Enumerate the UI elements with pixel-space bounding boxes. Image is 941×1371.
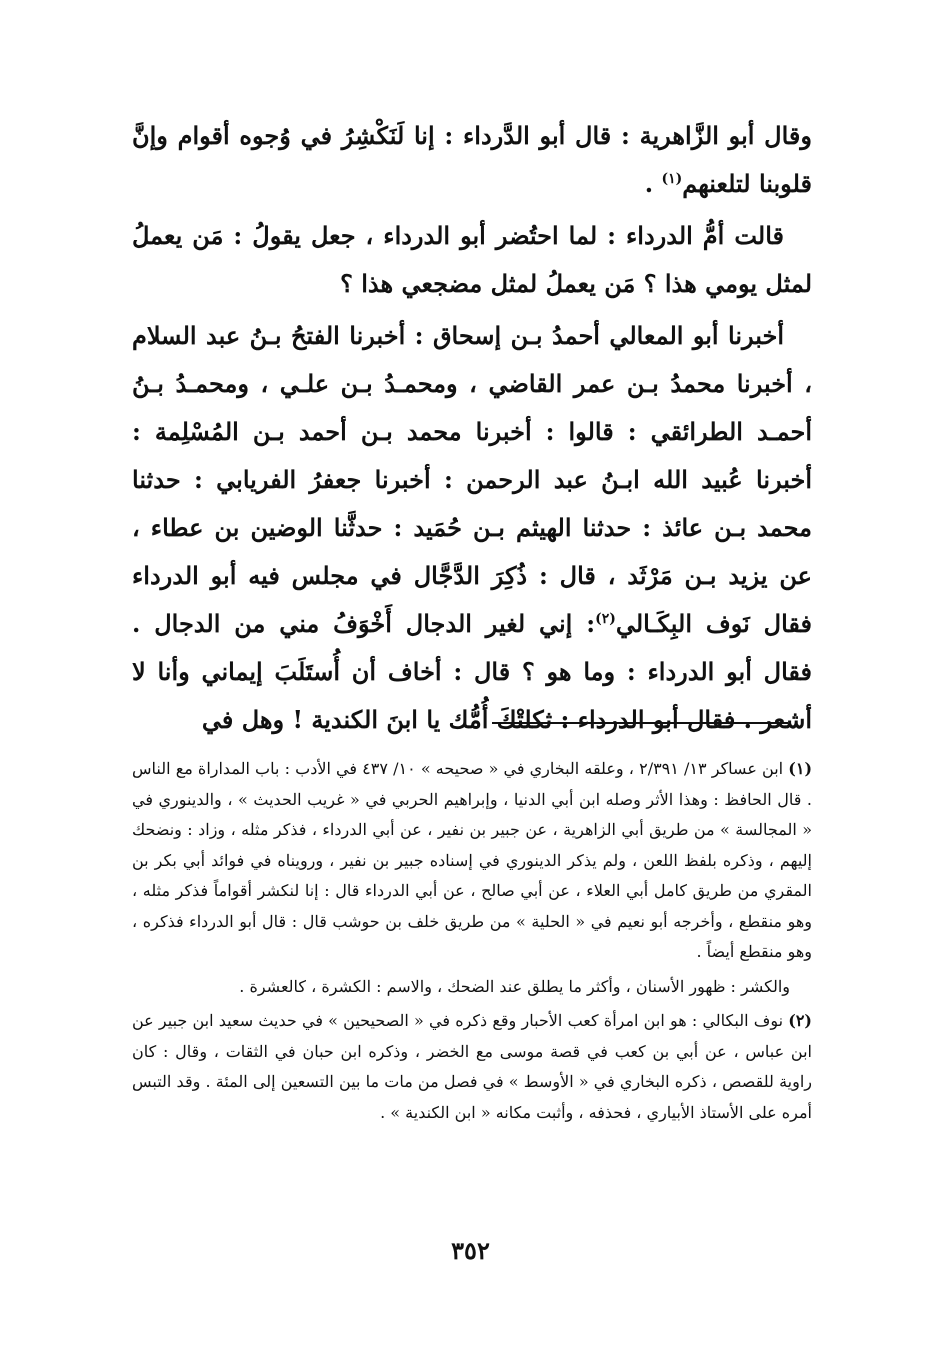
page-number: ٣٥٢	[451, 1236, 490, 1265]
paragraph-text: .	[644, 169, 662, 198]
footnote-reference: (٢)	[595, 611, 616, 627]
paragraph	[132, 112, 812, 208]
main-text	[132, 112, 812, 748]
footnote-text: نوف البكالي : هو ابن امرأة كعب الأحبار وقع ذكره في « الصحيحين » في حديث سعيد ابن جبير عن ابن عباس ، عن أبي بن كعب في قصة موسى مع الخضر ، وذكره ابن حبان في الثقات ، وقال : كان راوية للقصص ، ذكره البخاري في « الأوسط » في فصل من مات ما بين التسعين إلى المئة . وقد التبس أمره على الأستاذ الأبياري ، فحذفه ، وأثبت مكانه « ابن الكندية » .	[132, 1011, 812, 1122]
footnote-number: (٢)	[788, 1011, 812, 1030]
footnote-text: ابن عساكر ١٣/ ٢/٣٩١ ، وعلقه البخاري في « صحيحه » ١٠/ ٤٣٧ في الأدب : باب المداراة مع الناس . قال الحافظ : وهذا الأثر وصله ابن أبي الدنيا ، وإبراهيم الحربي في « غريب الحديث » ، والدينوري في « المجالسة » من طريق أبي الزاهرية ، عن جبير بن نفير ، عن أبي الدرداء ، فذكر مثله ، وزاد : ونضحك إليهم ، وذكره بلفظ اللعن ، ولم يذكر الدينوري في إسناده جبير بن نفير ، ورويناه في فوائد أبي بكر بن المقري من طريق كامل أبي العلاء ، عن أبي صالح ، عن أبي الدرداء قال : إنا لنكشر أقواماً فذكر مثله ، وهو منقطع ، وأخرجه أبو نعيم في « الحلية » من طريق خلف بن حوشب قال : قال أبو الدرداء فذكره ، وهو منقطع أيضاً .	[132, 759, 813, 961]
paragraph	[132, 312, 812, 744]
footnote	[132, 754, 812, 968]
footnote-number: (١)	[788, 759, 813, 778]
footnote-gloss	[132, 972, 812, 1003]
paragraph-text: أخبرنا أبو المعالي أحمدُ بـن إسحاق : أخبرنا الفتحُ بـنُ عبد السلام ، أخبرنا محمدُ بـن عمر القاضي ، ومحمـدُ بـن علـي ، ومحمـدُ بـنُ أحمـد الطرائقي : قالوا : أخبرنا محمد بـن أحمد بـن المُسْلِمة : أخبرنا عُبيد الله ابـنُ عبد الرحمن : أخبرنا جعفرُ الفريابي : حدثنا محمد بـن عائذ : حدثنا الهيثم بـن حُمَيد : حدثَّنا الوضين بن عطاء ، عن يزيد بـن مَرْثَد ، قال : ذُكِرَ الدَّجَّال في مجلس فيه أبو الدرداء فقال نَوف البِكَـالي	[132, 321, 812, 638]
paragraph-text: : إني لغير الدجال أَخْوَفُ مني من الدجال . فقال أبو الدرداء : وما هو ؟ قال : أخاف أن أُستَلَبَ إيماني وأنا لا أشعر . فقال أبو الدرداء : ثكلتْكَ أُمُّك يا ابنَ الكندية ! وهل في	[132, 609, 812, 734]
footnote-reference: (١)	[661, 171, 683, 187]
footnote-divider	[492, 722, 788, 724]
footnotes	[132, 754, 812, 1132]
footnote-text: والكشر : ظهور الأسنان ، وأكثر ما يطلق عند الضحك ، والاسم : الكشرة ، كالعشرة .	[239, 976, 790, 996]
paragraph-text: قالت أمُّ الدرداء : لما احتُضر أبو الدرداء ، جعل يقولُ : مَن يعملُ لمثل يومي هذا ؟ مَن يعملُ لمثل مضجعي هذا ؟	[132, 221, 812, 298]
paragraph	[132, 212, 812, 308]
paragraph-text: وقال أبو الزَّاهرية : قال أبو الدَّرداء : إنا لَنَكْشِرُ في وُجوه أقوام وإنَّ قلوبنا لتلعنهم	[132, 121, 812, 198]
footnote	[132, 1006, 812, 1128]
